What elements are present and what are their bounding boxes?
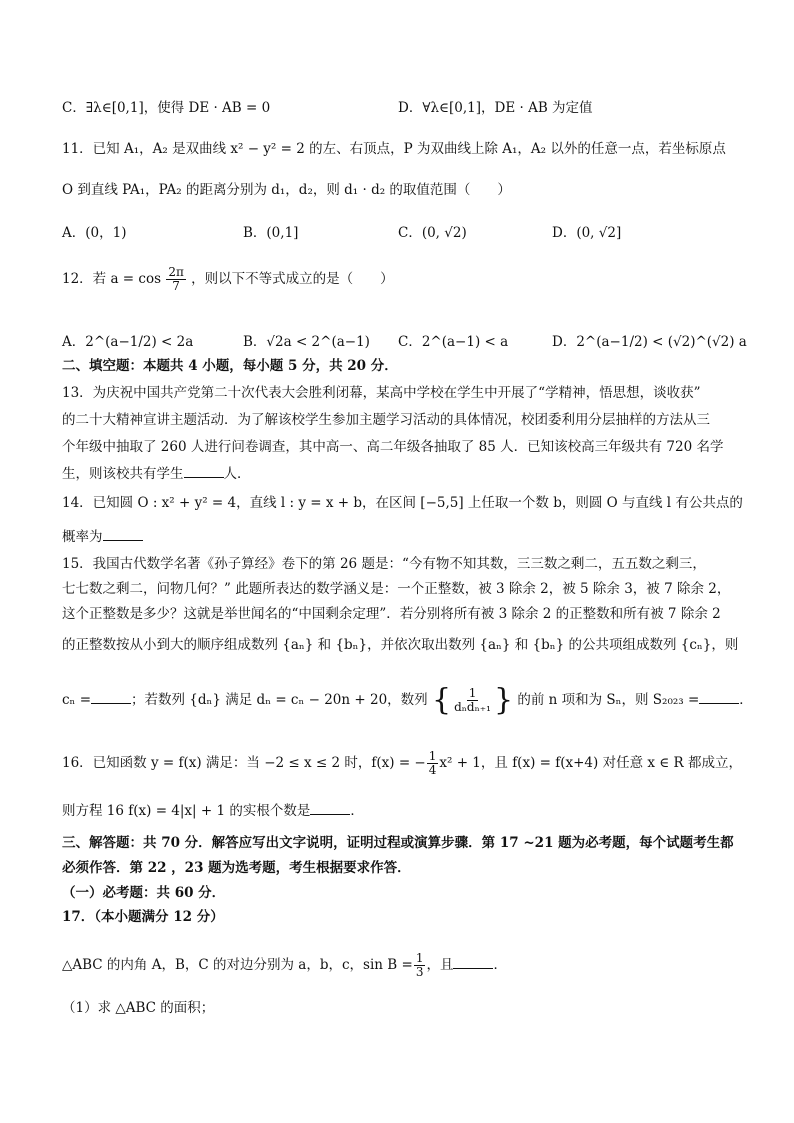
q13-line1: 13．为庆祝中国共产党第二十次代表大会胜利闭幕，某高中学校在学生中开展了“学精神，悟思想，谈收获” [62,385,701,401]
q16-line2 [62,802,364,820]
q11-option-c: C．(0, √2) [398,225,467,241]
q13-line4-end: 人． [223,466,251,482]
q14-answer-blank[interactable] [103,528,143,541]
q12-fraction [166,266,186,293]
q15-line5-sum: 的前 n 项和为 Sₙ，则 S₂₀₂₃ = [517,692,700,708]
q11-stem-line2: O 到直线 PA₁，PA₂ 的距离分别为 d₁，d₂，则 d₁ · d₂ 的取值范围（ ） [62,182,511,198]
q12-option-b: B．√2a < 2^(a−1) [243,334,370,350]
q14-line2 [62,528,143,546]
q16-line2-end: ． [350,803,364,819]
q13-line4 [62,465,251,483]
q16-frac-den: 4 [428,763,437,777]
q15-line4: 的正整数按从小到大的顺序组成数列 {aₙ} 和 {bₙ}，并依次取出数列 {aₙ} 和 {bₙ} 的公共项组成数列 {cₙ}，则 [62,637,739,653]
q15-left-brace: { [431,682,452,718]
q15-line5-cn: cₙ = [62,692,92,708]
section3-heading-line1: 三、解答题：共 70 分．解答应写出文字说明，证明过程或演算步骤．第 17 ~21 题为必考题，每个试题考生都 [62,835,734,851]
q16-answer-blank[interactable] [310,802,350,815]
q10-option-d: D．∀λ∈[0,1]，DE · AB 为定值 [398,100,593,116]
q14-line1: 14．已知圆 O : x² + y² = 4，直线 l : y = x + b，在区间 [−5,5] 上任取一个数 b，则圆 O 与直线 l 有公共点的 [62,495,743,511]
q11-option-a: A．(0，1) [62,225,127,241]
q15-line5-end: ． [739,692,753,708]
q16-line1 [62,748,742,778]
q17-stem [62,950,507,980]
q16-fraction [427,750,439,777]
q12-option-d: D．2^(a−1/2) < (√2)^(√2) a [552,334,747,350]
q12-option-c: C．2^(a−1) < a [398,334,509,350]
q15-answer-blank-1[interactable] [91,691,131,704]
q17-title: 17．（本小题满分 12 分） [62,909,224,925]
section3-subheading: （一）必考题：共 60 分． [62,885,226,901]
q17-stem-b: ，且 [426,957,454,973]
q15-right-brace: } [493,682,514,718]
section3-heading-line2: 必须作答．第 22 ，23 题为选考题，考生根据要求作答． [62,860,411,876]
q17-fraction [414,952,426,979]
q15-line5-mid: ；若数列 {dₙ} 满足 dₙ = cₙ − 20n + 20，数列 [131,692,428,708]
q17-stem-a: △ABC 的内角 A，B，C 的对边分别为 a，b，c，sin B = [62,957,413,973]
q15-frac-den: dₙdₙ₊₁ [454,700,491,714]
q17-stem-c: ． [493,957,507,973]
q17-part1: （1）求 △ABC 的面积； [62,1000,215,1016]
q15-line1: 15．我国古代数学名著《孙子算经》卷下的第 26 题是：“今有物不知其数，三三数之剩二，五五数之剩三， [62,556,706,572]
q13-line3: 个年级中抽取了 260 人进行问卷调查，其中高一、高二年级各抽取了 85 人．已知该校高三年级共有 720 名学 [62,439,724,455]
section2-heading: 二、填空题：本题共 4 小题，每小题 5 分，共 20 分． [62,358,398,374]
q12-frac-den: 7 [172,279,180,293]
q15-answer-blank-2[interactable] [699,691,739,704]
q16-frac-num: 1 [428,749,437,763]
q13-answer-blank[interactable] [184,465,224,478]
q11-option-b: B．(0,1] [243,225,299,241]
q12-stem-prefix: 12．若 a = cos [62,271,162,287]
q13-line2: 的二十大精神宣讲主题活动．为了解该校学生参加主题学习活动的具体情况，校团委利用分层抽样的方法从三 [62,412,710,428]
q13-line4-text: 生，则该校共有学生 [62,466,184,482]
q16-line2-text: 则方程 16 f(x) = 4|x| + 1 的实根个数是 [62,803,311,819]
q12-frac-num: 2π [168,265,184,279]
q10-option-c: C．∃λ∈[0,1]，使得 DE · AB = 0 [62,100,271,116]
q16-line1-b: x² + 1，且 f(x) = f(x+4) 对任意 x ∈ R 都成立， [439,755,742,771]
q15-line5 [62,680,753,721]
q14-line2-text: 概率为 [62,529,103,545]
q15-frac-num: 1 [468,686,477,700]
q17-frac-num: 1 [415,951,424,965]
q16-line1-a: 16．已知函数 y = f(x) 满足：当 −2 ≤ x ≤ 2 时，f(x) = − [62,755,426,771]
q17-condition-blank[interactable] [453,956,493,969]
q17-frac-den: 3 [415,965,424,979]
q15-line2: 七七数之剩二，问物几何？” 此题所表达的数学涵义是：一个正整数，被 3 除余 2，被 5 除余 3，被 7 除余 2， [62,581,731,597]
q12-stem-suffix: ，则以下不等式成立的是（ ） [191,271,394,287]
q11-option-d: D．(0, √2] [552,225,622,241]
q12-option-a: A．2^(a−1/2) < 2a [62,334,194,350]
q11-stem-line1: 11．已知 A₁，A₂ 是双曲线 x² − y² = 2 的左、右顶点，P 为双曲线上除 A₁，A₂ 以外的任意一点，若坐标原点 [62,141,726,157]
q15-fraction [452,687,493,714]
q15-line3: 这个正整数是多少？这就是举世闻名的“中国剩余定理”．若分别将所有被 3 除余 2 的正整数和所有被 7 除余 2 [62,606,721,622]
q12-stem [62,264,394,294]
